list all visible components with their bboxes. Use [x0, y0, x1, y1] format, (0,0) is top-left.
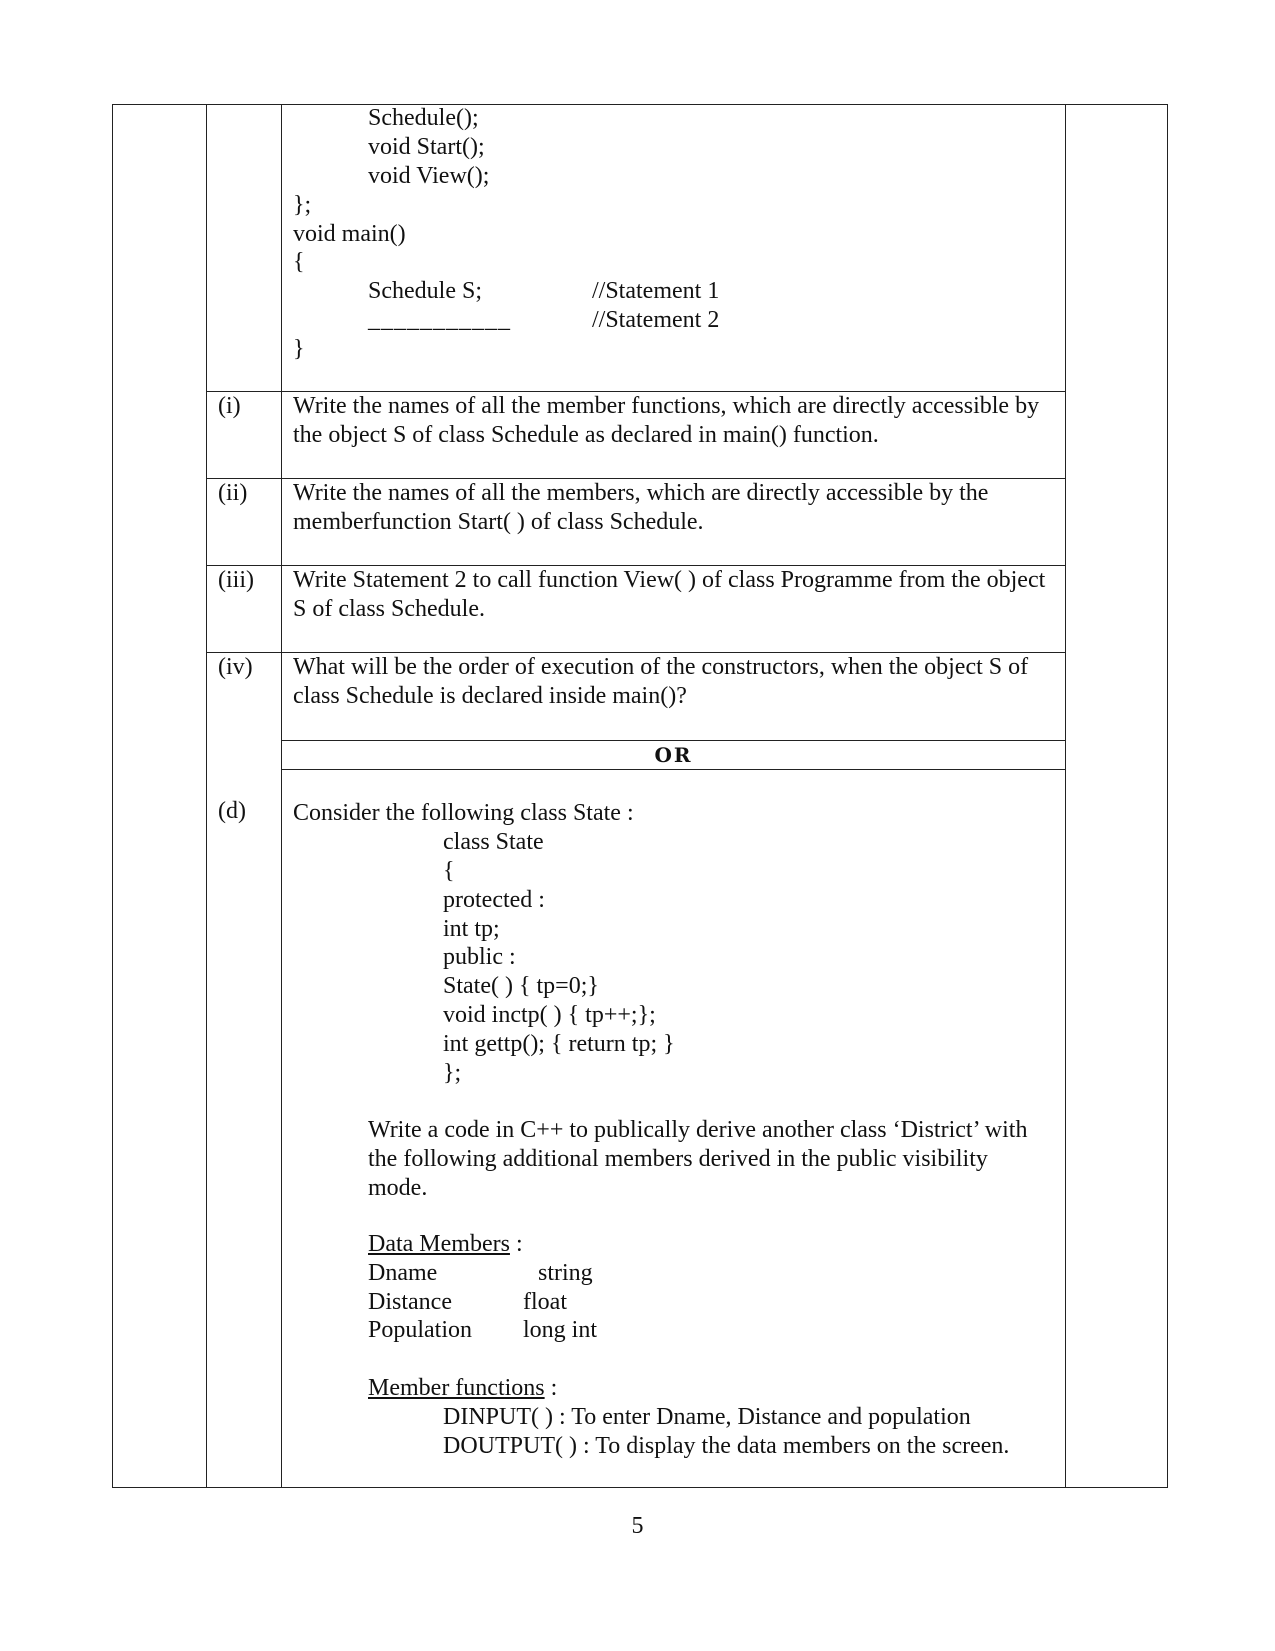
column-divider-3: [1065, 104, 1066, 1488]
question-text: Write Statement 2 to call function View( ) of class Programme from the object S of class Schedule.: [293, 567, 1046, 622]
member-function-desc: DOUTPUT( ) : To display the data members on the screen.: [443, 1433, 1010, 1459]
column-divider-1: [206, 104, 207, 1488]
data-members-heading-text: Data Members: [368, 1231, 510, 1257]
member-name: Distance: [368, 1289, 452, 1315]
class-code-line: int gettp(); { return tp; }: [443, 1031, 675, 1057]
code-comment: //Statement 1: [592, 278, 720, 304]
code-comment: //Statement 2: [592, 307, 720, 333]
member-functions-heading-text: Member functions: [368, 1375, 545, 1401]
code-line: void main(): [293, 221, 406, 247]
class-code-line: public :: [443, 944, 516, 970]
code-line: };: [293, 192, 312, 218]
question-label: (d): [218, 798, 246, 824]
row-divider: [281, 769, 1065, 770]
question-text: Write the names of all the members, which are directly accessible by the memberfunction Start( ) of class Schedule.: [293, 480, 989, 535]
data-members-heading: [368, 1230, 523, 1259]
heading-colon: :: [509, 1231, 523, 1257]
statement-blank: ___________: [368, 307, 511, 333]
question-text: What will be the order of execution of the constructors, when the object S of class Schedule is declared inside main()?: [293, 654, 1029, 709]
question-text: Write the names of all the member functions, which are directly accessible by the object S of class Schedule as declared in main() function.: [293, 393, 1040, 448]
code-line: Schedule S;: [368, 278, 482, 304]
code-line: }: [293, 336, 305, 362]
member-name: Population: [368, 1317, 473, 1343]
column-divider-2: [281, 104, 282, 1488]
class-code-line: void inctp( ) { tp++;};: [443, 1002, 656, 1028]
question-label: (i): [218, 393, 241, 419]
question-intro: Consider the following class State :: [293, 800, 634, 826]
question-label: (iv): [218, 654, 253, 680]
heading-colon: :: [544, 1375, 558, 1401]
code-line: {: [293, 249, 305, 275]
member-type: string: [538, 1260, 593, 1286]
member-type: long int: [523, 1317, 598, 1343]
class-code-line: class State: [443, 829, 544, 855]
class-code-line: };: [443, 1060, 462, 1086]
code-line: void View();: [368, 163, 490, 189]
question-label: (ii): [218, 480, 248, 506]
member-functions-heading: [368, 1374, 557, 1403]
member-name: Dname: [368, 1260, 438, 1286]
class-code-line: int tp;: [443, 916, 500, 942]
class-code-line: protected :: [443, 887, 545, 913]
class-code-line: {: [443, 858, 455, 884]
code-line: Schedule();: [368, 105, 479, 131]
member-type: float: [523, 1289, 567, 1315]
question-label: (iii): [218, 567, 254, 593]
member-function-desc: DINPUT( ) : To enter Dname, Distance and population: [443, 1404, 971, 1430]
code-line: void Start();: [368, 134, 485, 160]
instruction-text: Write a code in C++ to publically derive another class ‘District’ with the following additional members derived in the public visibility mode.: [368, 1117, 1028, 1201]
class-code-line: State( ) { tp=0;}: [443, 973, 599, 999]
page-number: 5: [631, 1513, 644, 1539]
or-separator: OR: [654, 743, 693, 767]
